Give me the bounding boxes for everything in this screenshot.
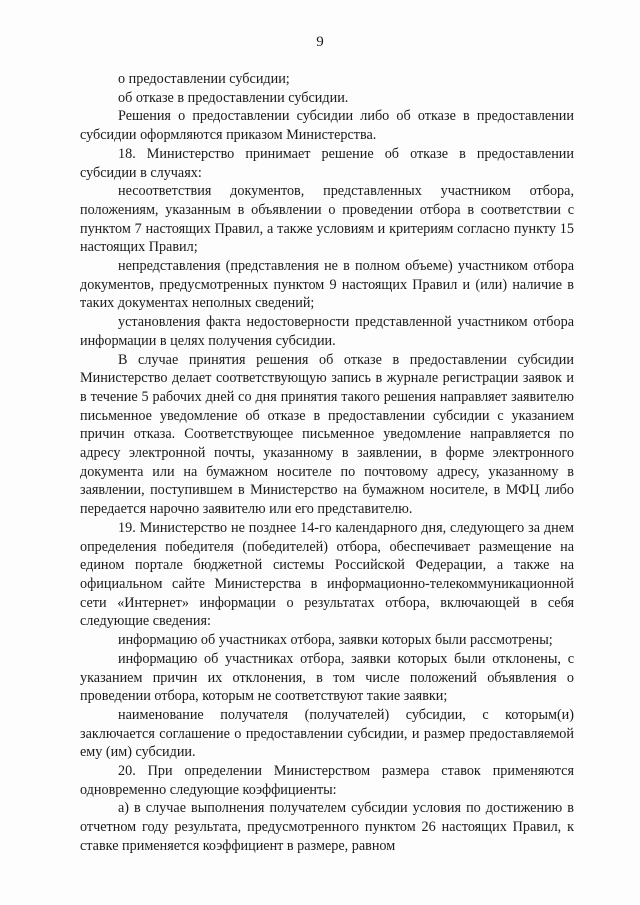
paragraph: несоответствия документов, представленных участником отбора, положениям, указанным в объявлении о проведении отбора в соответствии с пунктом 7 настоящих Правил, а также условиям и критериям согласно пункту 15 настоящих Правил;	[80, 183, 574, 256]
paragraph: наименование получателя (получателей) субсидии, с которым(и) заключается соглашение о предоставлении субсидии, и размер предоставляемой ему (им) субсидии.	[80, 706, 574, 761]
paragraph: об отказе в предоставлении субсидии.	[118, 89, 349, 106]
paragraph: В случае принятия решения об отказе в предоставлении субсидии Министерство делает соответствующую запись в журнале регистрации заявок и в течение 5 рабочих дней со дня принятия такого решения направляет заявителю письменное уведомление об отказе в предоставлении субсидии с указанием причин отказа. Соответствующее письменное уведомление направляется по адресу электронной почты, указанному в заявлении, в форме электронного документа или на бумажном носителе по почтовому адресу, указанному в заявлении, поступившем в Министерство на бумажном носителе, в МФЦ либо передается нарочно заявителю или его представителю.	[80, 351, 574, 518]
page-number: 9	[316, 34, 324, 50]
paragraph: а) в случае выполнения получателем субсидии условия по достижению в отчетном году результата, предусмотренного пунктом 26 настоящих Правил, к ставке применяется коэффициент в размере, равном	[80, 800, 574, 854]
paragraph: установления факта недостоверности представленной участником отбора информации в целях получения субсидии.	[80, 314, 574, 349]
paragraph: информацию об участниках отбора, заявки которых были рассмотрены;	[118, 632, 553, 649]
paragraph: 18. Министерство принимает решение об отказе в предоставлении субсидии в случаях:	[80, 145, 574, 181]
paragraph: непредставления (представления не в полном объеме) участником отбора документов, предусмотренных пунктом 9 настоящих Правил и (или) наличие в таких документах неполных сведений;	[80, 258, 574, 312]
paragraph: 20. При определении Министерством размера ставок применяются одновременно следующие коэффициенты:	[80, 763, 574, 798]
document-body	[80, 70, 574, 856]
paragraph: Решения о предоставлении субсидии либо об отказе в предоставлении субсидии оформляются приказом Министерства.	[80, 108, 574, 144]
paragraph: 19. Министерство не позднее 14-го календарного дня, следующего за днем определения победителя (победителей) отбора, обеспечивает размещение на едином портале бюджетной системы Российской Федерации, а также на официальном сайте Министерства в информационно-телекоммуникационной сети «Интернет» информации о результатах отбора, включающей в себя следующие сведения:	[80, 519, 574, 630]
paragraph: о предоставлении субсидии;	[118, 71, 290, 87]
paragraph: информацию об участниках отбора, заявки которых были отклонены, с указанием причин их отклонения, в том числе положений объявления о проведении отбора, которым не соответствуют такие заявки;	[80, 650, 574, 705]
